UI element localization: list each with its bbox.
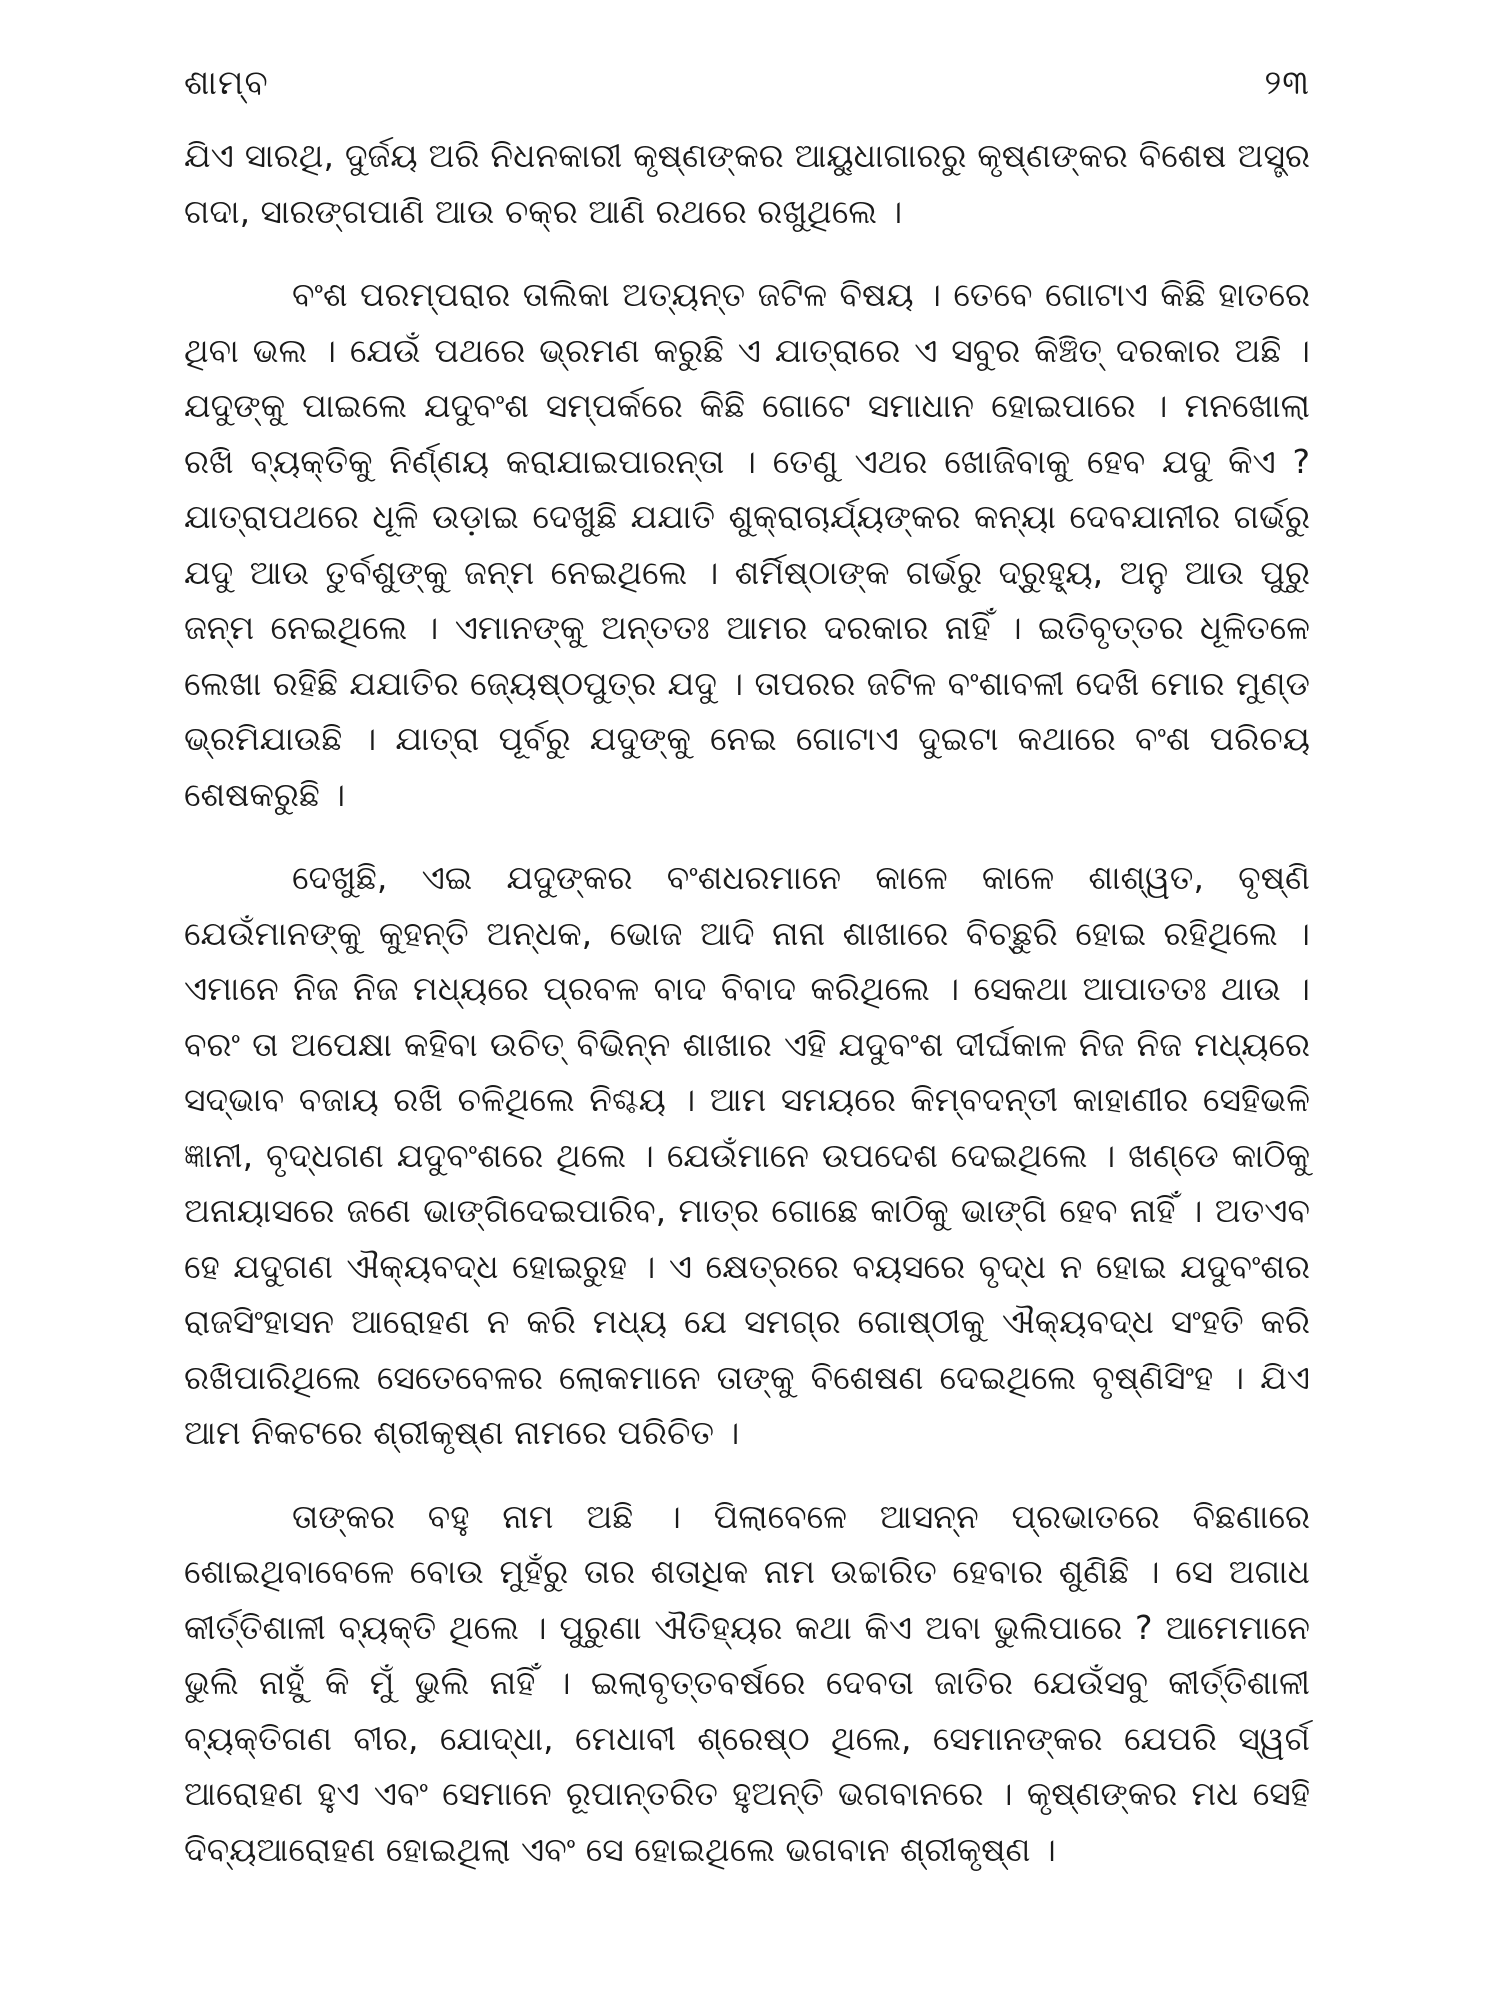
running-title: ଶାମ୍ବ bbox=[184, 63, 269, 103]
running-header bbox=[184, 58, 1310, 108]
page-number: ୨୩ bbox=[1264, 63, 1310, 103]
paragraph: ତାଙ୍କର ବହୁ ନାମ ଅଛି । ପିଲାବେଳେ ଆସନ୍ନ ପ୍ରଭାତରେ ବିଛଣାରେ ଶୋଇଥିବାବେଳେ ବୋଉ ମୁହଁରୁ ତାର ଶତାଧିକ ନାମ ଉଚ୍ଚାରିତ ହେବାର ଶୁଣିଛି । ସେ ଅଗାଧ କୀର୍ତ୍ତିଶାଳୀ ବ୍ୟକ୍ତି ଥିଲେ । ପୁରୁଣା ଐତିହ୍ୟର କଥା କିଏ ଅବା ଭୁଲିପାରେ ? ଆମେମାନେ ଭୁଲି ନାହୁଁ କି ମୁଁ ଭୁଲି ନାହିଁ । ଇଲାବୃତ୍ତବର୍ଷରେ ଦେବତା ଜାତିର ଯେଉଁସବୁ କୀର୍ତ୍ତିଶାଳୀ ବ୍ୟକ୍ତିଗଣ ବୀର, ଯୋଦ୍ଧା, ମେଧାବୀ ଶ୍ରେଷ୍ଠ ଥିଲେ, ସେମାନଙ୍କର ଯେପରି ସ୍ୱର୍ଗ ଆରୋହଣ ହୁଏ ଏବଂ ସେମାନେ ରୂପାନ୍ତରିତ ହୁଅନ୍ତି ଭଗବାନରେ । କୃଷ୍ଣଙ୍କର ମଧ ସେହି ଦିବ୍ୟଆରୋହଣ ହୋଇଥିଲା ଏବଂ ସେ ହୋଇଥିଲେ ଭଗବାନ ଶ୍ରୀକୃଷ୍ଣ । bbox=[184, 1496, 1310, 1869]
body-text bbox=[184, 128, 1310, 1877]
paragraph-continued: ଯିଏ ସାରଥି, ଦୁର୍ଜୟ ଅରି ନିଧନକାରୀ କୃଷ୍ଣଙ୍କର ଆୟୁଧାଗାରରୁ କୃଷ୍ଣଙ୍କର ବିଶେଷ ଅସ୍ତ୍ର ଗଦା, ସାରଙ୍ଗପାଣି ଆଉ ଚକ୍ର ଆଣି ରଥରେ ରଖୁଥିଲେ । bbox=[184, 136, 1310, 231]
paragraph: ବଂଶ ପରମ୍ପରାର ତାଲିକା ଅତ୍ୟନ୍ତ ଜଟିଳ ବିଷୟ । ତେବେ ଗୋଟାଏ କିଛି ହାତରେ ଥିବା ଭଲ । ଯେଉଁ ପଥରେ ଭ୍ରମଣ କରୁଛି ଏ ଯାତ୍ରାରେ ଏ ସବୁର କିଞ୍ଚିତ୍ ଦରକାର ଅଛି । ଯଦୁଙ୍କୁ ପାଇଲେ ଯଦୁବଂଶ ସମ୍ପର୍କରେ କିଛି ଗୋଟେ ସମାଧାନ ହୋଇପାରେ । ମନଖୋଲା ରଖି ବ୍ୟକ୍ତିକୁ ନିର୍ଣ୍ଣୟ କରାଯାଇପାରନ୍ତା । ତେଣୁ ଏଥର ଖୋଜିବାକୁ ହେବ ଯଦୁ କିଏ ? ଯାତ୍ରାପଥରେ ଧୂଳି ଉଡ଼ାଇ ଦେଖୁଛି ଯଯାତି ଶୁକ୍ରାଚାର୍ଯ୍ୟଙ୍କର କନ୍ୟା ଦେବଯାନୀର ଗର୍ଭରୁ ଯଦୁ ଆଉ ତୁର୍ବଶୁଙ୍କୁ ଜନ୍ମ ନେଇଥିଲେ । ଶର୍ମିଷ୍ଠାଙ୍କ ଗର୍ଭରୁ ଦ୍ରୁହ୍ୟୁ, ଅନୁ ଆଉ ପୁରୁ ଜନ୍ମ ନେଇଥିଲେ । ଏମାନଙ୍କୁ ଅନ୍ତତଃ ଆମର ଦରକାର ନାହିଁ । ଇତିବୃତ୍ତର ଧୂଳିତଳେ ଲେଖା ରହିଛି ଯଯାତିର ଜ୍ୟେଷ୍ଠପୁତ୍ର ଯଦୁ । ତାପରର ଜଟିଳ ବଂଶାବଳୀ ଦେଖି ମୋର ମୁଣ୍ଡ ଭ୍ରମିଯାଉଛି । ଯାତ୍ରା ପୂର୍ବରୁ ଯଦୁଙ୍କୁ ନେଇ ଗୋଟାଏ ଦୁଇଟା କଥାରେ ବଂଶ ପରିଚୟ ଶେଷକରୁଛି । bbox=[184, 275, 1310, 814]
paragraph: ଦେଖୁଛି, ଏଇ ଯଦୁଙ୍କର ବଂଶଧରମାନେ କାଳେ କାଳେ ଶାଶ୍ୱତ, ବୃଷ୍ଣି ଯେଉଁମାନଙ୍କୁ କୁହନ୍ତି ଅନ୍ଧକ, ଭୋଜ ଆଦି ନାନା ଶାଖାରେ ବିଚ୍ଛୁରି ହୋଇ ରହିଥିଲେ । ଏମାନେ ନିଜ ନିଜ ମଧ୍ୟରେ ପ୍ରବଳ ବାଦ ବିବାଦ କରିଥିଲେ । ସେକଥା ଆପାତତଃ ଥାଉ । ବରଂ ତା ଅପେକ୍ଷା କହିବା ଉଚିତ୍ ବିଭିନ୍ନ ଶାଖାର ଏହି ଯଦୁବଂଶ ଦୀର୍ଘକାଳ ନିଜ ନିଜ ମଧ୍ୟରେ ସଦ୍‌ଭାବ ବଜାୟ ରଖି ଚଳିଥିଲେ ନିଶ୍ଚୟ । ଆମ ସମୟରେ କିମ୍ବଦନ୍ତୀ କାହାଣୀର ସେହିଭଳି ଜ୍ଞାନୀ, ବୃଦ୍ଧଗଣ ଯଦୁବଂଶରେ ଥିଲେ । ଯେଉଁମାନେ ଉପଦେଶ ଦେଇଥିଲେ । ଖଣ୍ଡେ କାଠିକୁ ଅନାୟାସରେ ଜଣେ ଭାଙ୍ଗିଦେଇପାରିବ, ମାତ୍ର ଗୋଛେ କାଠିକୁ ଭାଙ୍ଗି ହେବ ନାହିଁ । ଅତଏବ ହେ ଯଦୁଗଣ ଐକ୍ୟବଦ୍ଧ ହୋଇରୁହ । ଏ କ୍ଷେତ୍ରରେ ବୟସରେ ବୃଦ୍ଧ ନ ହୋଇ ଯଦୁବଂଶର ରାଜସିଂହାସନ ଆରୋହଣ ନ କରି ମଧ୍ୟ ଯେ ସମଗ୍ର ଗୋଷ୍ଠୀକୁ ଐକ୍ୟବଦ୍ଧ ସଂହତି କରି ରଖିପାରିଥିଲେ ସେତେବେଳର ଲୋକମାନେ ତାଙ୍କୁ ବିଶେଷଣ ଦେଇଥିଲେ ବୃଷ୍ଣିସିଂହ । ଯିଏ ଆମ ନିକଟରେ ଶ୍ରୀକୃଷ୍ଣ ନାମରେ ପରିଚିତ । bbox=[184, 858, 1310, 1452]
